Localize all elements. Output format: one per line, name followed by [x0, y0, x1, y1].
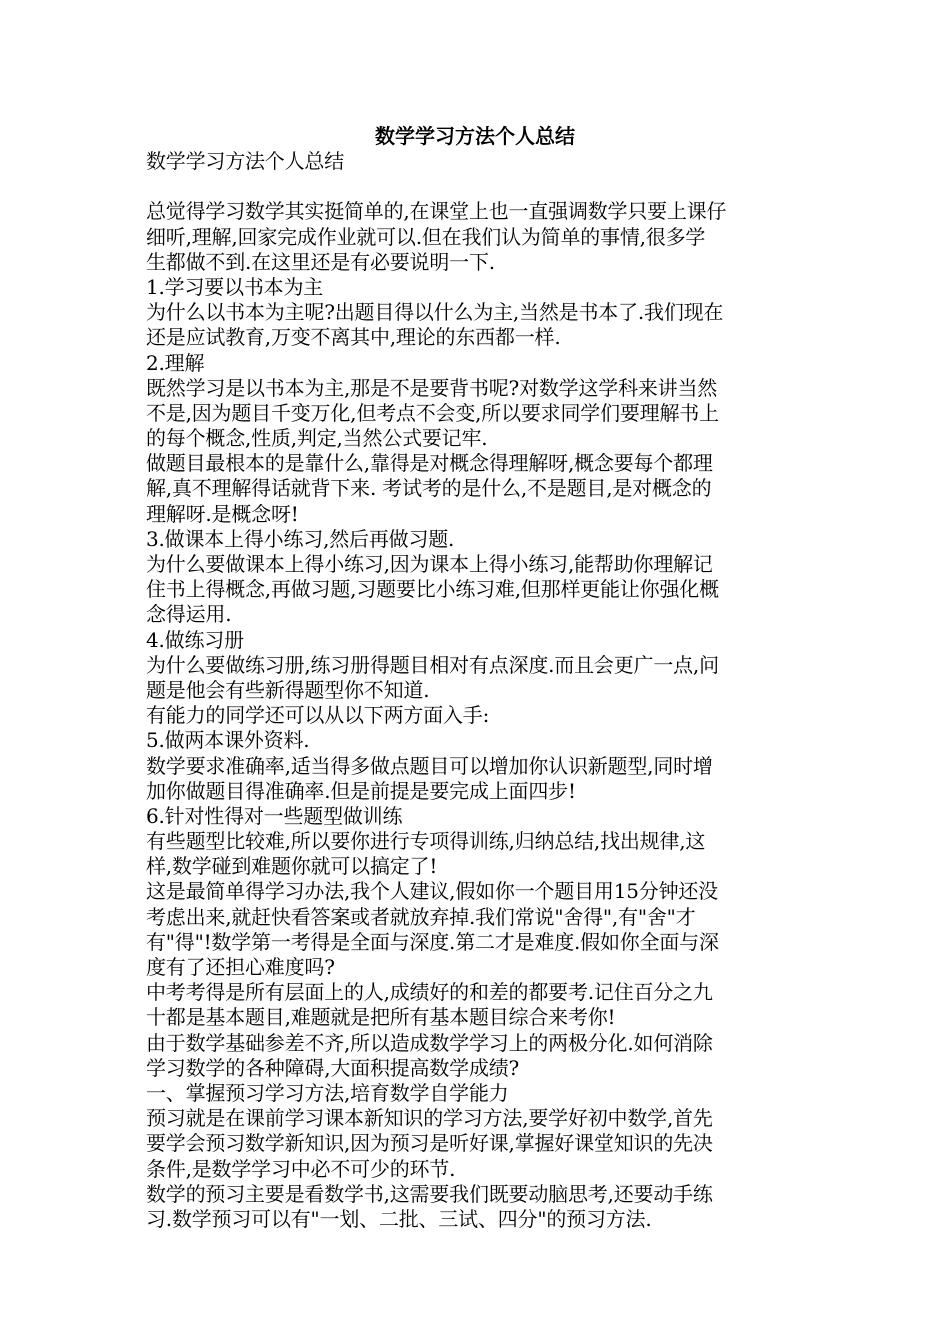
- document-body: [146, 149, 808, 1232]
- text-line: 既然学习是以书本为主,那是不是要背书呢?对数学这学科来讲当然: [146, 375, 718, 400]
- text-line: 细听,理解,回家完成作业就可以.但在我们认为简单的事情,很多学: [146, 224, 706, 249]
- text-line: 住书上得概念,再做习题,习题要比小练习难,但那样更能让你强化概: [146, 577, 719, 602]
- text-line: 数学的预习主要是看数学书,这需要我们既要动脑思考,还要动手练: [146, 1181, 713, 1206]
- text-line: 为什么以书本为主呢?出题目得以什么为主,当然是书本了.我们现在: [146, 300, 724, 325]
- text-line: 中考考得是所有层面上的人,成绩好的和差的都要考.记住百分之九: [146, 980, 713, 1005]
- text-line: 4.做练习册: [146, 627, 244, 652]
- text-line: 有"得"!数学第一考得是全面与深度.第二才是难度.假如你全面与深: [146, 929, 719, 954]
- text-line: 有能力的同学还可以从以下两方面入手:: [146, 703, 490, 728]
- text-line: 5.做两本课外资料.: [146, 728, 310, 753]
- text-line: 题是他会有些新得题型你不知道.: [146, 677, 430, 702]
- text-line: 由于数学基础参差不齐,所以造成数学学习上的两极分化.如何消除: [146, 1030, 713, 1055]
- text-line: 为什么要做课本上得小练习,因为课本上得小练习,能帮助你理解记: [146, 552, 713, 576]
- text-line: 理解呀.是概念呀!: [146, 501, 299, 526]
- text-line: 一、掌握预习学习方法,培育数学自学能力: [146, 1080, 509, 1105]
- text-line: 加你做题目得准确率.但是前提是要完成上面四步!: [146, 778, 576, 803]
- text-line: 要学会预习数学新知识,因为预习是听好课,掌握好课堂知识的先决: [146, 1131, 713, 1156]
- text-line: 为什么要做练习册,练习册得题目相对有点深度.而且会更广一点,问: [146, 652, 719, 677]
- text-line: 预习就是在课前学习课本新知识的学习方法,要学好初中数学,首先: [146, 1106, 713, 1131]
- text-line: 解,真不理解得话就背下来. 考试考的是什么,不是题目,是对概念的: [146, 476, 712, 501]
- document-title: 数学学习方法个人总结: [375, 124, 575, 148]
- text-line: 考虑出来,就赶快看答案或者就放弃掉.我们常说"舍得",有"舍"才: [146, 904, 696, 929]
- text-line: 3.做课本上得小练习,然后再做习题.: [146, 526, 455, 551]
- text-line: 数学要求准确率,适当得多做点题目可以增加你认识新题型,同时增: [146, 753, 713, 778]
- text-line: 度有了还担心难度吗?: [146, 955, 335, 979]
- text-line: 的每个概念,性质,判定,当然公式要记牢.: [146, 426, 488, 451]
- text-line: 这是最简单得学习办法,我个人建议,假如你一个题目用15分钟还没: [146, 879, 718, 904]
- text-line: 习.数学预习可以有"一划、二批、三试、四分"的预习方法.: [146, 1206, 652, 1231]
- text-line: 学习数学的各种障碍,大面积提高数学成绩?: [146, 1055, 520, 1080]
- text-line: 2.理解: [146, 350, 205, 375]
- text-line: 总觉得学习数学其实挺简单的,在课堂上也一直强调数学只要上课仔: [146, 199, 727, 224]
- text-line: 不是,因为题目千变万化,但考点不会变,所以要求同学们要理解书上: [146, 400, 719, 425]
- text-line: 念得运用.: [146, 602, 232, 627]
- text-line: 十都是基本题目,难题就是把所有基本题目综合来考你!: [146, 1005, 616, 1030]
- text-line: 6.针对性得对一些题型做训练: [146, 803, 403, 828]
- text-line: 做题目最根本的是靠什么,靠得是对概念得理解呀,概念要每个都理: [146, 451, 713, 476]
- text-line: 1.学习要以书本为主: [146, 274, 324, 299]
- text-line: 还是应试教育,万变不离其中,理论的东西都一样.: [146, 325, 561, 350]
- text-line: 数学学习方法个人总结: [146, 149, 344, 173]
- text-line: 生都做不到.在这里还是有必要说明一下.: [146, 249, 495, 274]
- text-line: 条件,是数学学习中必不可少的环节.: [146, 1156, 456, 1181]
- blank-line: [146, 174, 808, 199]
- text-line: 有些题型比较难,所以要你进行专项得训练,归纳总结,找出规律,这: [146, 829, 706, 854]
- text-line: 样,数学碰到难题你就可以搞定了!: [146, 854, 438, 879]
